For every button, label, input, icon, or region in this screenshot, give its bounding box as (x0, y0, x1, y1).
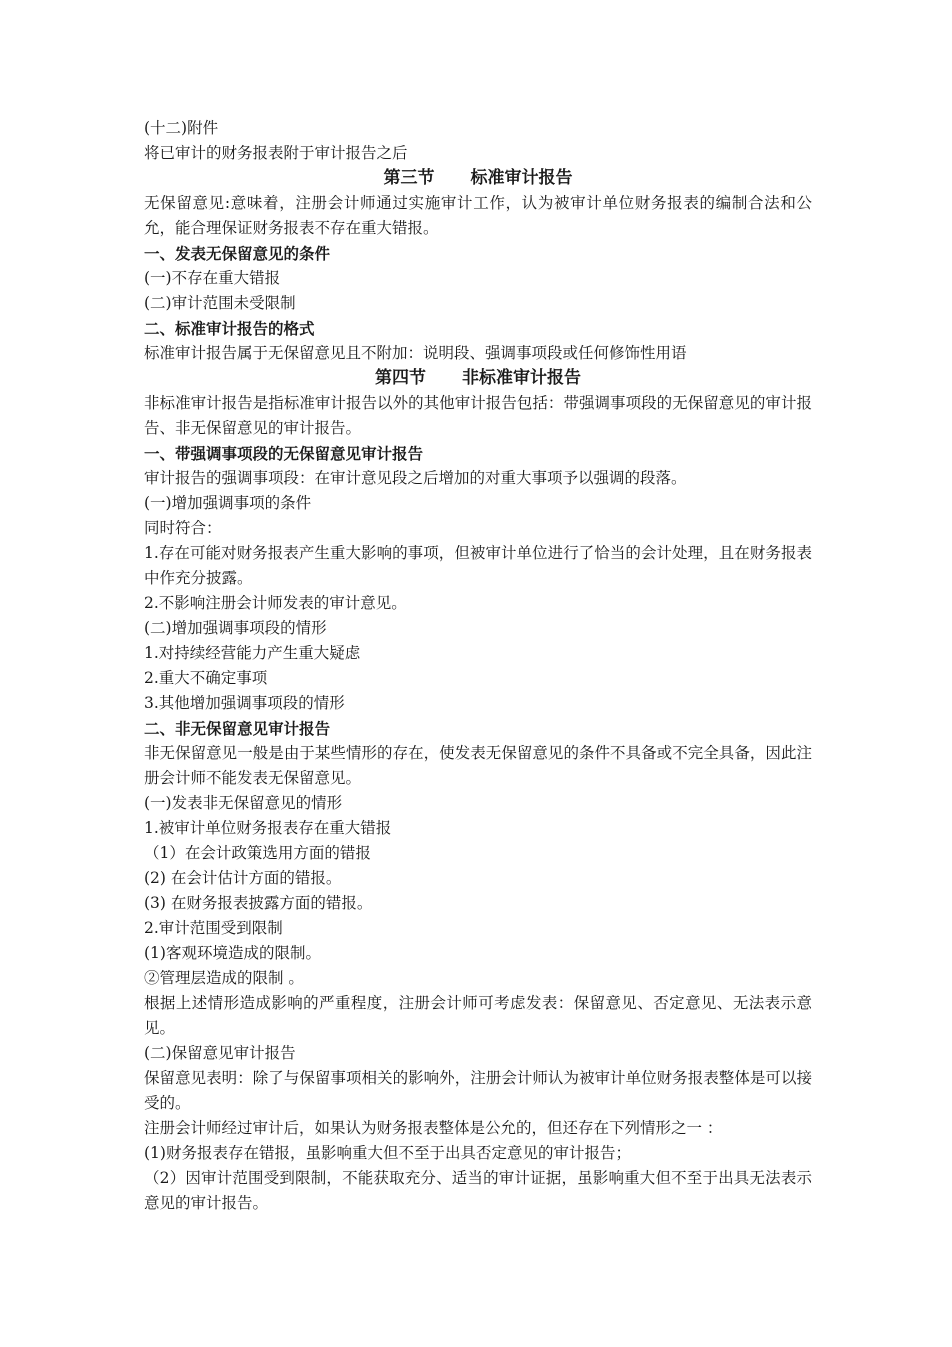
standard-report-format-text: 标准审计报告属于无保留意见且不附加：说明段、强调事项段或任何修饰性用语 (144, 344, 687, 362)
heading-unqualified-conditions: 一、发表无保留意见的条件 (144, 244, 331, 263)
qualified-case-2: （2）因审计范围受到限制，不能获取充分、适当的审计证据，虽影响重大但不至于出具无法表示意见的审计报告。 (144, 1169, 812, 1212)
section-3-name: 标准审计报告 (470, 168, 573, 188)
emphasis-case-1: 1.对持续经营能力产生重大疑虑 (144, 644, 361, 662)
non-standard-report-definition: 非标准审计报告是指标准审计报告以外的其他审计报告包括：带强调事项段的无保留意见的审计报告、非无保留意见的审计报告。 (144, 394, 812, 437)
document-page (144, 116, 812, 1216)
appendix-text: 将已审计的财务报表附于审计报告之后 (144, 144, 408, 162)
section-3-number: 第三节 (383, 168, 435, 188)
section-4-title (144, 366, 812, 391)
emphasis-paragraph-definition: 审计报告的强调事项段：在审计意见段之后增加的对重大事项予以强调的段落。 (144, 469, 687, 487)
heading-modified-opinion-report: 二、非无保留意见审计报告 (144, 719, 331, 738)
misstatement-estimate: (2) 在会计估计方面的错报。 (144, 869, 342, 887)
emphasis-cases-heading: (二)增加强调事项段的情形 (144, 619, 327, 637)
modified-opinion-definition: 非无保留意见一般是由于某些情形的存在，使发表无保留意见的条件不具备或不完全具备，因此注册会计师不能发表无保留意见。 (144, 744, 812, 787)
section-4-number: 第四节 (375, 368, 426, 388)
case-material-misstatement: 1.被审计单位财务报表存在重大错报 (144, 819, 392, 837)
heading-emphasis-report: 一、带强调事项段的无保留意见审计报告 (144, 444, 424, 463)
case-scope-limitation: 2.审计范围受到限制 (144, 919, 283, 937)
condition-no-misstatement: (一)不存在重大错报 (144, 269, 281, 287)
misstatement-disclosure: (3) 在财务报表披露方面的错报。 (144, 894, 373, 912)
condition-scope-unlimited: (二)审计范围未受限制 (144, 294, 296, 312)
heading-standard-report-format: 二、标准审计报告的格式 (144, 319, 315, 338)
emphasis-conditions-heading: (一)增加强调事项的条件 (144, 494, 312, 512)
misstatement-policy: （1）在会计政策选用方面的错报 (144, 844, 371, 862)
modified-opinion-cases-heading: (一)发表非无保留意见的情形 (144, 794, 343, 812)
unqualified-opinion-definition: 无保留意见:意味着，注册会计师通过实施审计工作，认为被审计单位财务报表的编制合法和公允，能合理保证财务报表不存在重大错报。 (144, 194, 812, 237)
section-3-title (144, 166, 812, 191)
scope-limitation-environment: (1)客观环境造成的限制。 (144, 944, 321, 962)
section-4-name: 非标准审计报告 (462, 368, 581, 388)
scope-limitation-management: ②管理层造成的限制 。 (144, 969, 304, 987)
qualified-opinion-heading: (二)保留意见审计报告 (144, 1044, 296, 1062)
qualified-case-1: (1)财务报表存在错报，虽影响重大但不至于出具否定意见的审计报告； (144, 1144, 631, 1162)
appendix-heading: (十二)附件 (144, 119, 219, 137)
emphasis-case-2: 2.重大不确定事项 (144, 669, 268, 687)
emphasis-conditions-intro: 同时符合： (144, 519, 222, 537)
opinion-options-text: 根据上述情形造成影响的严重程度，注册会计师可考虑发表：保留意见、否定意见、无法表示意见。 (144, 994, 812, 1037)
qualified-opinion-definition: 保留意见表明：除了与保留事项相关的影响外，注册会计师认为被审计单位财务报表整体是可以接受的。 (144, 1069, 812, 1112)
emphasis-condition-1: 1.存在可能对财务报表产生重大影响的事项，但被审计单位进行了恰当的会计处理，且在财务报表中作充分披露。 (144, 544, 812, 587)
qualified-opinion-intro: 注册会计师经过审计后，如果认为财务报表整体是公允的，但还存在下列情形之一 ： (144, 1119, 723, 1137)
emphasis-condition-2: 2.不影响注册会计师发表的审计意见。 (144, 594, 407, 612)
emphasis-case-3: 3.其他增加强调事项段的情形 (144, 694, 345, 712)
